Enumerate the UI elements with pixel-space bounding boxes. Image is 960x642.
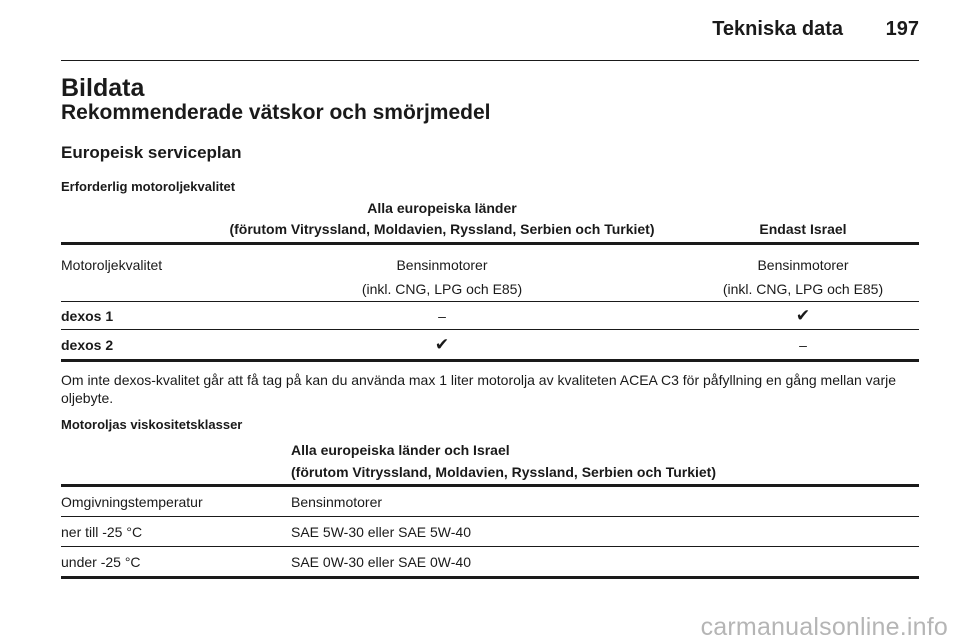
engine-type-line2: (inkl. CNG, LPG och E85) (361, 281, 523, 297)
viscosity-table (61, 437, 919, 579)
header-cell-region (291, 437, 919, 486)
viscosity-caption: Motoroljas viskositetsklasser (61, 417, 243, 432)
sub-heading: Rekommenderade vätskor och smörjmedel (61, 101, 491, 124)
temperature-cell: under -25 °C (61, 547, 291, 578)
header-title: Tekniska data (712, 18, 843, 40)
engine-type-line1: Bensinmotorer (396, 257, 488, 273)
grade-cell: SAE 0W-30 eller SAE 0W-40 (291, 547, 919, 578)
grade-cell: SAE 5W-30 eller SAE 5W-40 (291, 517, 919, 547)
oil-quality-caption: Erforderlig motoroljekvalitet (61, 179, 236, 194)
check-icon: ✔ (687, 302, 919, 330)
temperature-cell: ner till -25 °C (61, 517, 291, 547)
header-cell-europe (197, 198, 687, 244)
dash-mark: – (197, 302, 687, 330)
note-paragraph: Om inte dexos-kvalitet går att få tag på kan du använda max 1 liter motorolja av kvaliteten ACEA C3 för påfyllning en gång mellan varje oljebyte. (61, 372, 897, 406)
table-row (61, 244, 919, 302)
header-region-line1: Alla europeiska länder och Israel (291, 442, 510, 458)
header-region-line2: (förutom Vitryssland, Moldavien, Ryssland, Serbien och Turkiet) (291, 464, 717, 480)
cell-engine-type (687, 244, 919, 302)
page-header (61, 16, 919, 46)
engine-type-line2: (inkl. CNG, LPG och E85) (722, 281, 884, 297)
table-header-row (61, 198, 919, 244)
watermark-text: carmanualsonline.info (700, 613, 948, 641)
check-icon: ✔ (197, 330, 687, 361)
main-heading: Bildata (61, 74, 145, 102)
row-label: Motoroljekvalitet (61, 244, 197, 302)
cell-engine-type (197, 244, 687, 302)
table-row (61, 517, 919, 547)
row-label: dexos 2 (61, 330, 197, 361)
header-europe-line2: (förutom Vitryssland, Moldavien, Ryssland, Serbien och Turkiet) (229, 221, 655, 237)
table-row (61, 302, 919, 330)
header-cell-empty (61, 198, 197, 244)
header-divider (61, 60, 919, 61)
header-cell-israel: Endast Israel (687, 198, 919, 244)
column-header-temperature: Omgivningstemperatur (61, 486, 291, 517)
header-europe-line1: Alla europeiska länder (367, 200, 517, 216)
row-label: dexos 1 (61, 302, 197, 330)
section-heading: Europeisk serviceplan (61, 143, 242, 162)
table-row (61, 330, 919, 361)
table-header-row (61, 437, 919, 486)
oil-quality-table (61, 198, 919, 362)
page-number: 197 (885, 18, 919, 40)
table-row (61, 486, 919, 517)
dash-mark: – (687, 330, 919, 361)
column-header-engine: Bensinmotorer (291, 486, 919, 517)
engine-type-line1: Bensinmotorer (757, 257, 849, 273)
table-row (61, 547, 919, 578)
header-cell-empty (61, 437, 291, 486)
